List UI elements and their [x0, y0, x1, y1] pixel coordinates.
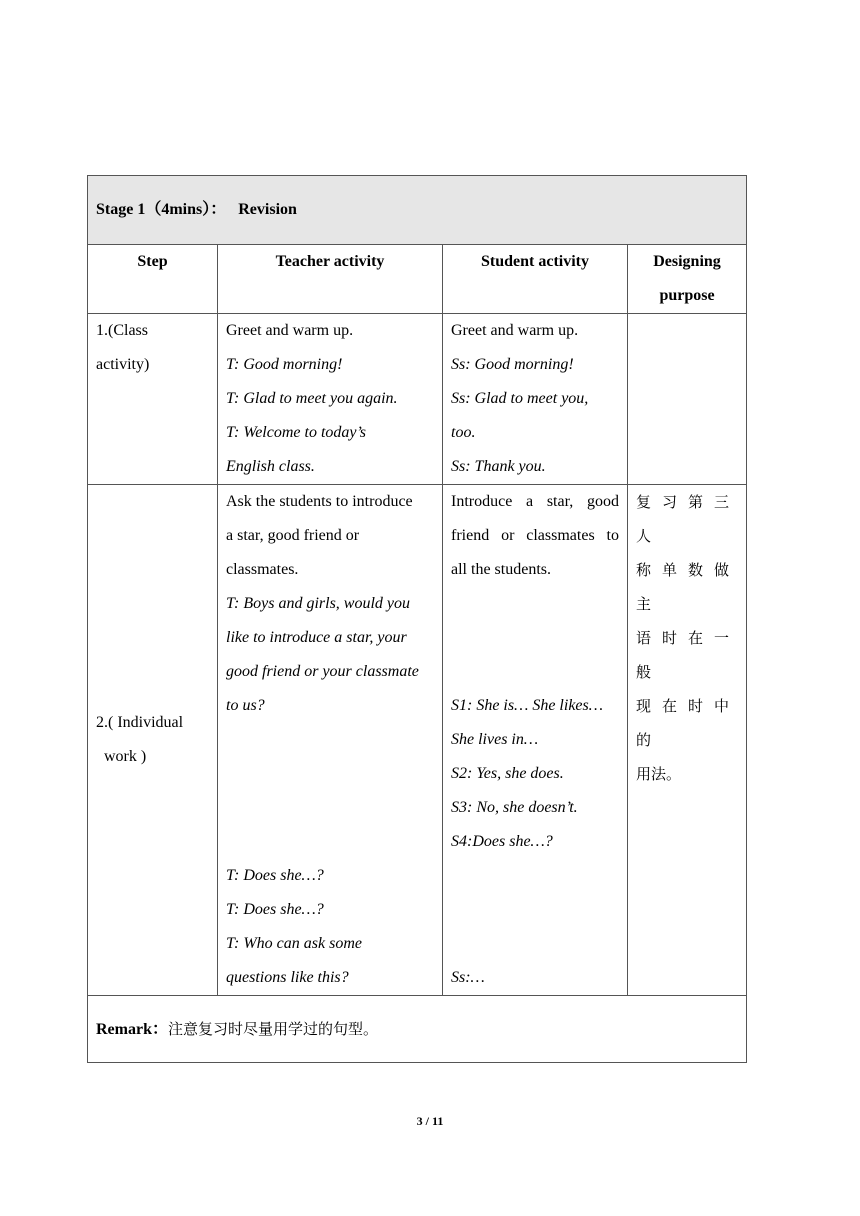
row2-step-line: work ) — [104, 748, 147, 765]
row2-student-line: S2: Yes, she does. — [451, 765, 564, 782]
row1-student-line: Greet and warm up. — [451, 322, 579, 339]
row1-teacher-line: Greet and warm up. — [226, 322, 354, 339]
spacer — [226, 723, 434, 757]
row2-step-line: 2.( Individual — [96, 714, 184, 731]
spacer — [451, 893, 619, 927]
row1-teacher-line: T: Welcome to today’s — [226, 424, 366, 441]
row1-purpose — [628, 314, 747, 485]
row1-step — [88, 314, 218, 485]
row2-step — [88, 485, 218, 996]
remark-row — [88, 996, 747, 1063]
page-number: 3 / 11 — [416, 1114, 444, 1128]
stage-cell — [88, 176, 747, 245]
row2-student-line: Ss:… — [451, 969, 485, 986]
row2-teacher-line: questions like this? — [226, 969, 349, 986]
row2-student-line: She lives in… — [451, 731, 539, 748]
row2-student-line: S1: She is… She likes… — [451, 697, 603, 714]
remark-label: Remark： — [96, 1020, 168, 1038]
row2-purpose-line: 语时在一般 — [636, 629, 739, 681]
row1-student-line: Ss: Glad to meet you, — [451, 390, 589, 407]
row1-student-line: Ss: Thank you. — [451, 458, 546, 475]
spacer — [451, 859, 619, 893]
row1-student — [443, 314, 628, 485]
row2-teacher-line: a star, good friend or — [226, 527, 360, 544]
lesson-plan-table — [87, 175, 747, 1063]
header-step-label: Step — [137, 253, 168, 270]
row2-teacher-line: T: Does she…? — [226, 901, 324, 918]
row2-student — [443, 485, 628, 996]
row2-purpose-line: 用法。 — [636, 765, 682, 783]
stage-row — [88, 176, 747, 245]
spacer — [451, 655, 619, 689]
stage-title: Stage 1（4mins）： — [96, 201, 227, 218]
row2-teacher — [218, 485, 443, 996]
row2-teacher-line: classmates. — [226, 561, 299, 578]
row1-step-line: 1.(Class — [96, 322, 148, 339]
row2-teacher-line: Ask the students to introduce — [226, 493, 413, 510]
row2-purpose-line: 复习第三人 — [636, 493, 739, 545]
spacer — [226, 757, 434, 791]
spacer — [451, 927, 619, 961]
row2-purpose-line: 称单数做主 — [636, 561, 739, 613]
header-teacher-label: Teacher activity — [275, 253, 385, 270]
header-purpose-line: Designing — [653, 253, 721, 270]
row1-student-line: too. — [451, 424, 476, 441]
header-student-label: Student activity — [481, 253, 589, 270]
header-row — [88, 245, 747, 314]
spacer — [226, 825, 434, 859]
row2-student-line: all the students. — [451, 561, 551, 578]
row2-teacher-line: T: Does she…? — [226, 867, 324, 884]
row2-purpose-line: 现在时中的 — [636, 697, 739, 749]
row1-teacher-line: T: Glad to meet you again. — [226, 390, 398, 407]
remark-cell — [88, 996, 747, 1063]
spacer — [451, 587, 619, 621]
row2-student-line: Introduce a star, good — [451, 493, 619, 510]
table-row — [88, 314, 747, 485]
row1-teacher — [218, 314, 443, 485]
header-purpose — [628, 245, 747, 314]
row1-teacher-line: T: Good morning! — [226, 356, 343, 373]
row2-teacher-line: like to introduce a star, your — [226, 629, 407, 646]
row2-teacher-line: to us? — [226, 697, 265, 714]
row2-student-line: S4:Does she…? — [451, 833, 553, 850]
header-purpose-line: purpose — [659, 287, 715, 304]
row2-teacher-line: T: Who can ask some — [226, 935, 362, 952]
stage-topic: Revision — [238, 201, 297, 218]
header-teacher — [218, 245, 443, 314]
row2-teacher-line: good friend or your classmate — [226, 663, 419, 680]
header-student — [443, 245, 628, 314]
remark-text: 注意复习时尽量用学过的句型。 — [168, 1019, 379, 1038]
spacer — [226, 791, 434, 825]
row1-student-line: Ss: Good morning! — [451, 356, 574, 373]
header-step — [88, 245, 218, 314]
row2-student-line: friend or classmates to — [451, 527, 619, 544]
row2-purpose — [628, 485, 747, 996]
row1-teacher-line: English class. — [226, 458, 315, 475]
row1-step-line: activity) — [96, 356, 150, 373]
row2-teacher-line: T: Boys and girls, would you — [226, 595, 411, 612]
spacer — [451, 621, 619, 655]
table-row — [88, 485, 747, 996]
row2-student-line: S3: No, she doesn’t. — [451, 799, 578, 816]
